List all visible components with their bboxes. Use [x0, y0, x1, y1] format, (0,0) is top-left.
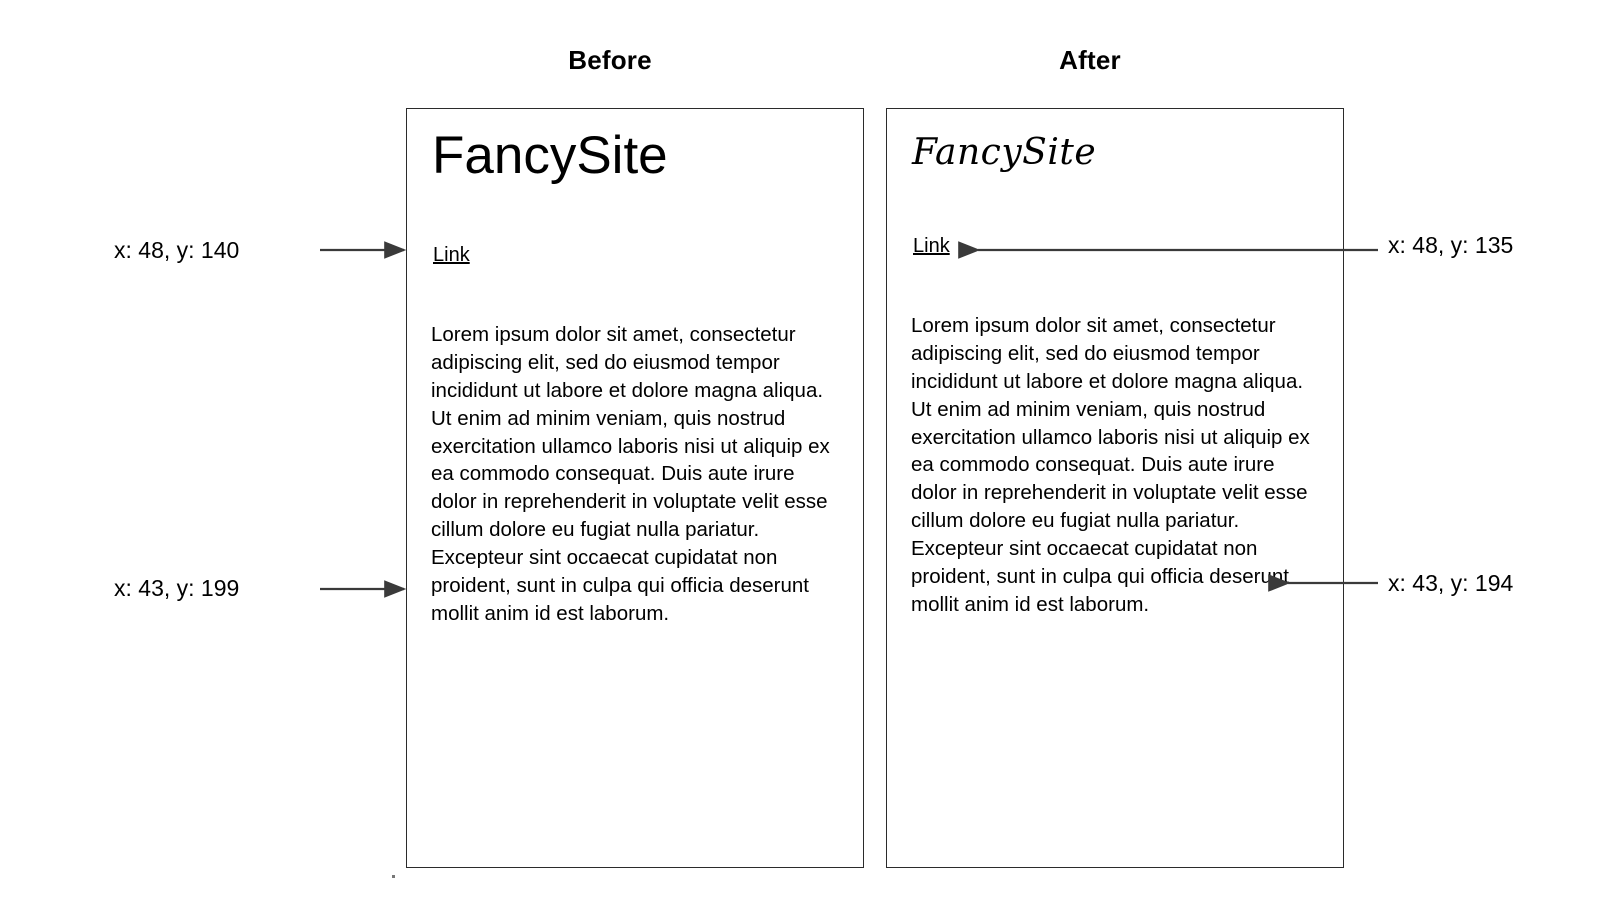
column-heading-before: Before — [568, 45, 652, 75]
column-heading-after: After — [1059, 45, 1121, 75]
after-link[interactable]: Link — [913, 235, 950, 257]
before-body-text: Lorem ipsum dolor sit amet, consectetur adipiscing elit, sed do eiusmod tempor incididunt ut labore et dolore magna aliqua. Ut enim ad minim veniam, quis nostrud exercitation ullamco laboris nisi ut aliquip ex ea commodo consequat. Duis aute irure dolor in reprehenderit in voluptate velit esse cillum dolore eu fugiat nulla pariatur. Excepteur sint occaecat cupidatat non proident, sunt in culpa qui officia deserunt mollit anim id est laborum. — [431, 323, 836, 625]
annotation-before-text-coords: x: 43, y: 199 — [114, 575, 240, 601]
annotation-after-text-coords: x: 43, y: 194 — [1388, 570, 1514, 596]
stray-dot — [392, 875, 395, 878]
annotation-after-link-coords: x: 48, y: 135 — [1388, 232, 1514, 258]
annotation-before-link-coords: x: 48, y: 140 — [114, 237, 240, 263]
after-page-frame — [886, 108, 1344, 868]
before-link[interactable]: Link — [433, 244, 470, 266]
after-site-title: FancySite — [912, 132, 1097, 173]
before-page-frame — [406, 108, 864, 868]
before-site-title: FancySite — [432, 126, 668, 185]
after-body-text: Lorem ipsum dolor sit amet, consectetur adipiscing elit, sed do eiusmod tempor incididunt ut labore et dolore magna aliqua. Ut enim ad minim veniam, quis nostrud exercitation ullamco laboris nisi ut aliquip ex ea commodo consequat. Duis aute irure dolor in reprehenderit in voluptate velit esse cillum dolore eu fugiat nulla pariatur. Excepteur sint occaecat cupidatat non proident, sunt in culpa qui officia deserunt mollit anim id est laborum. — [911, 314, 1316, 616]
